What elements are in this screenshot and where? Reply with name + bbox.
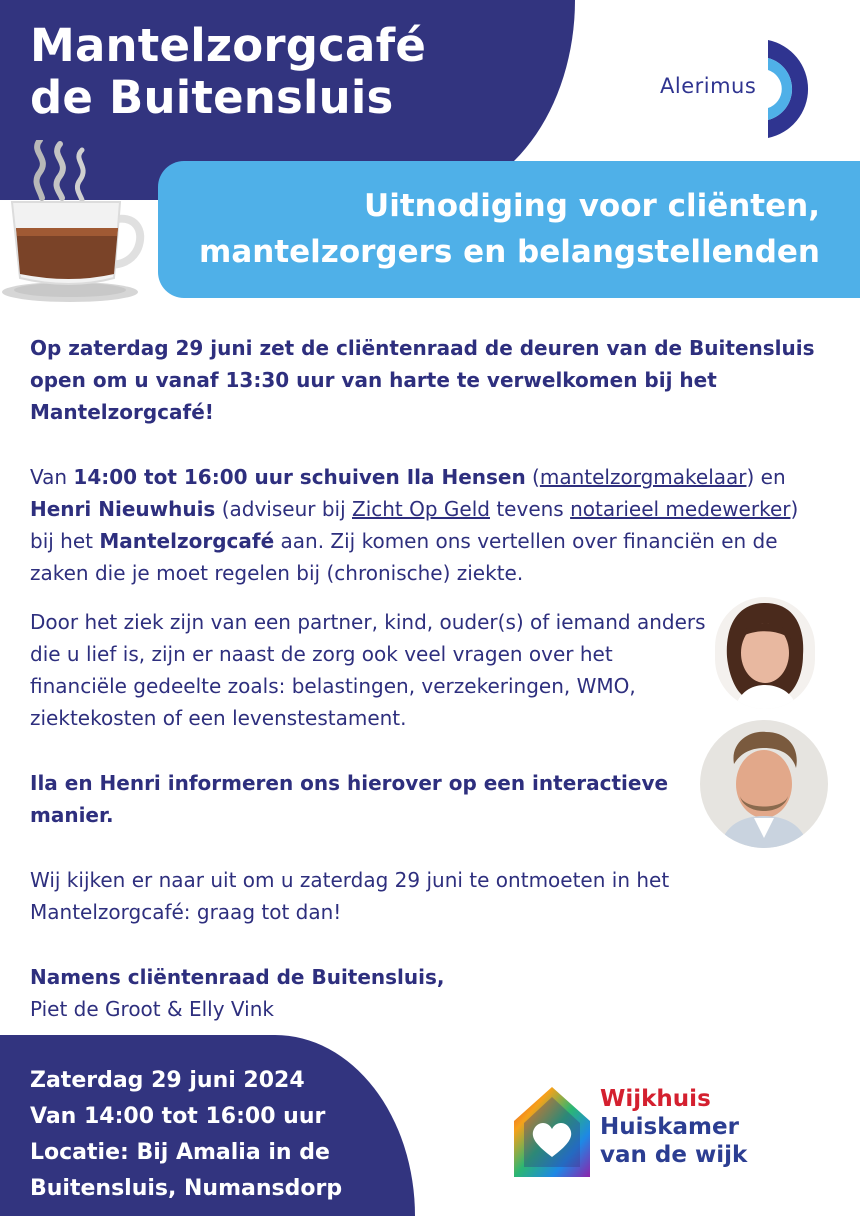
signature-line-2: Piet de Groot & Elly Vink (30, 997, 274, 1021)
closing-paragraph: Wij kijken er naar uit om u zaterdag 29 juni te ontmoeten in het Mantelzorgcafé: graag tot dan! (30, 868, 670, 924)
wijkhuis-line-2: Huiskamer (600, 1114, 739, 1140)
p2-text-4: (adviseur bij (215, 497, 352, 521)
p2-bold-time: 14:00 tot 16:00 uur schuiven Ila Hensen (73, 465, 526, 489)
p2-text-2: ( (525, 465, 540, 489)
signature (30, 961, 830, 1025)
wijkhuis-line-1: Wijkhuis (600, 1086, 711, 1112)
alerimus-logo-text: Alerimus (660, 74, 757, 98)
p2-text-6: ) bij het (30, 497, 799, 553)
p2-bold-cafe: Mantelzorgcafé (99, 529, 275, 553)
signature-line-1: Namens cliëntenraad de Buitensluis, (30, 965, 445, 989)
p2-text-5: tevens (489, 497, 571, 521)
event-details (30, 1063, 342, 1207)
wijkhuis-text (600, 1085, 747, 1169)
coffee-cup-icon (0, 140, 165, 310)
event-location-1: Locatie: Bij Amalia in de (30, 1140, 330, 1165)
portrait-ila-hensen (715, 597, 815, 709)
title-line-2: de Buitensluis (30, 71, 394, 124)
subtitle-banner (158, 161, 860, 298)
event-date: Zaterdag 29 juni 2024 (30, 1068, 305, 1093)
finance-paragraph: Door het ziek zijn van een partner, kind, ouder(s) of iemand anders die u lief is, zijn er naast de zorg ook veel vragen over het financiële gedeelte zoals: belastingen, verzekeringen, WMO, ziektekosten of een levenstestament. (30, 610, 706, 730)
event-time: Van 14:00 tot 16:00 uur (30, 1104, 326, 1129)
house-heart-icon (512, 1085, 592, 1180)
subtitle (199, 183, 820, 275)
page-title (30, 20, 426, 124)
mantelzorgmakelaar-link[interactable]: mantelzorgmakelaar (539, 465, 747, 489)
title-line-1: Mantelzorgcafé (30, 19, 427, 72)
alerimus-logo (660, 36, 835, 146)
event-location-2: Buitensluis, Numansdorp (30, 1176, 343, 1201)
wijkhuis-line-3: van de wijk (600, 1142, 748, 1168)
intro-paragraph: Op zaterdag 29 juni zet de cliëntenraad de deuren van de Buitensluis open om u vanaf 13:30 uur van harte te verwelkomen bij het Mantelzorgcafé! (30, 336, 815, 424)
p2-text-1: Van (30, 465, 74, 489)
subtitle-line-2: mantelzorgers en belangstellenden (199, 234, 820, 270)
main-content (30, 332, 830, 1025)
p2-text-7: aan. Zij komen ons vertellen over financiën en de zaken die je moet regelen bij (chronische) ziekte. (30, 529, 778, 585)
alerimus-crescent-icon (760, 36, 840, 142)
subtitle-line-1: Uitnodiging voor cliënten, (364, 188, 820, 224)
wijkhuis-logo (512, 1085, 812, 1185)
zicht-op-geld-link[interactable]: Zicht Op Geld (352, 497, 490, 521)
p2-bold-henri: Henri Nieuwhuis (30, 497, 216, 521)
details-paragraph (30, 461, 800, 589)
portrait-henri-nieuwhuis (700, 720, 828, 848)
p2-text-3: ) en (746, 465, 786, 489)
interactive-paragraph: Ila en Henri informeren ons hierover op een interactieve manier. (30, 771, 669, 827)
notarieel-medewerker-link[interactable]: notarieel medewerker (570, 497, 791, 521)
